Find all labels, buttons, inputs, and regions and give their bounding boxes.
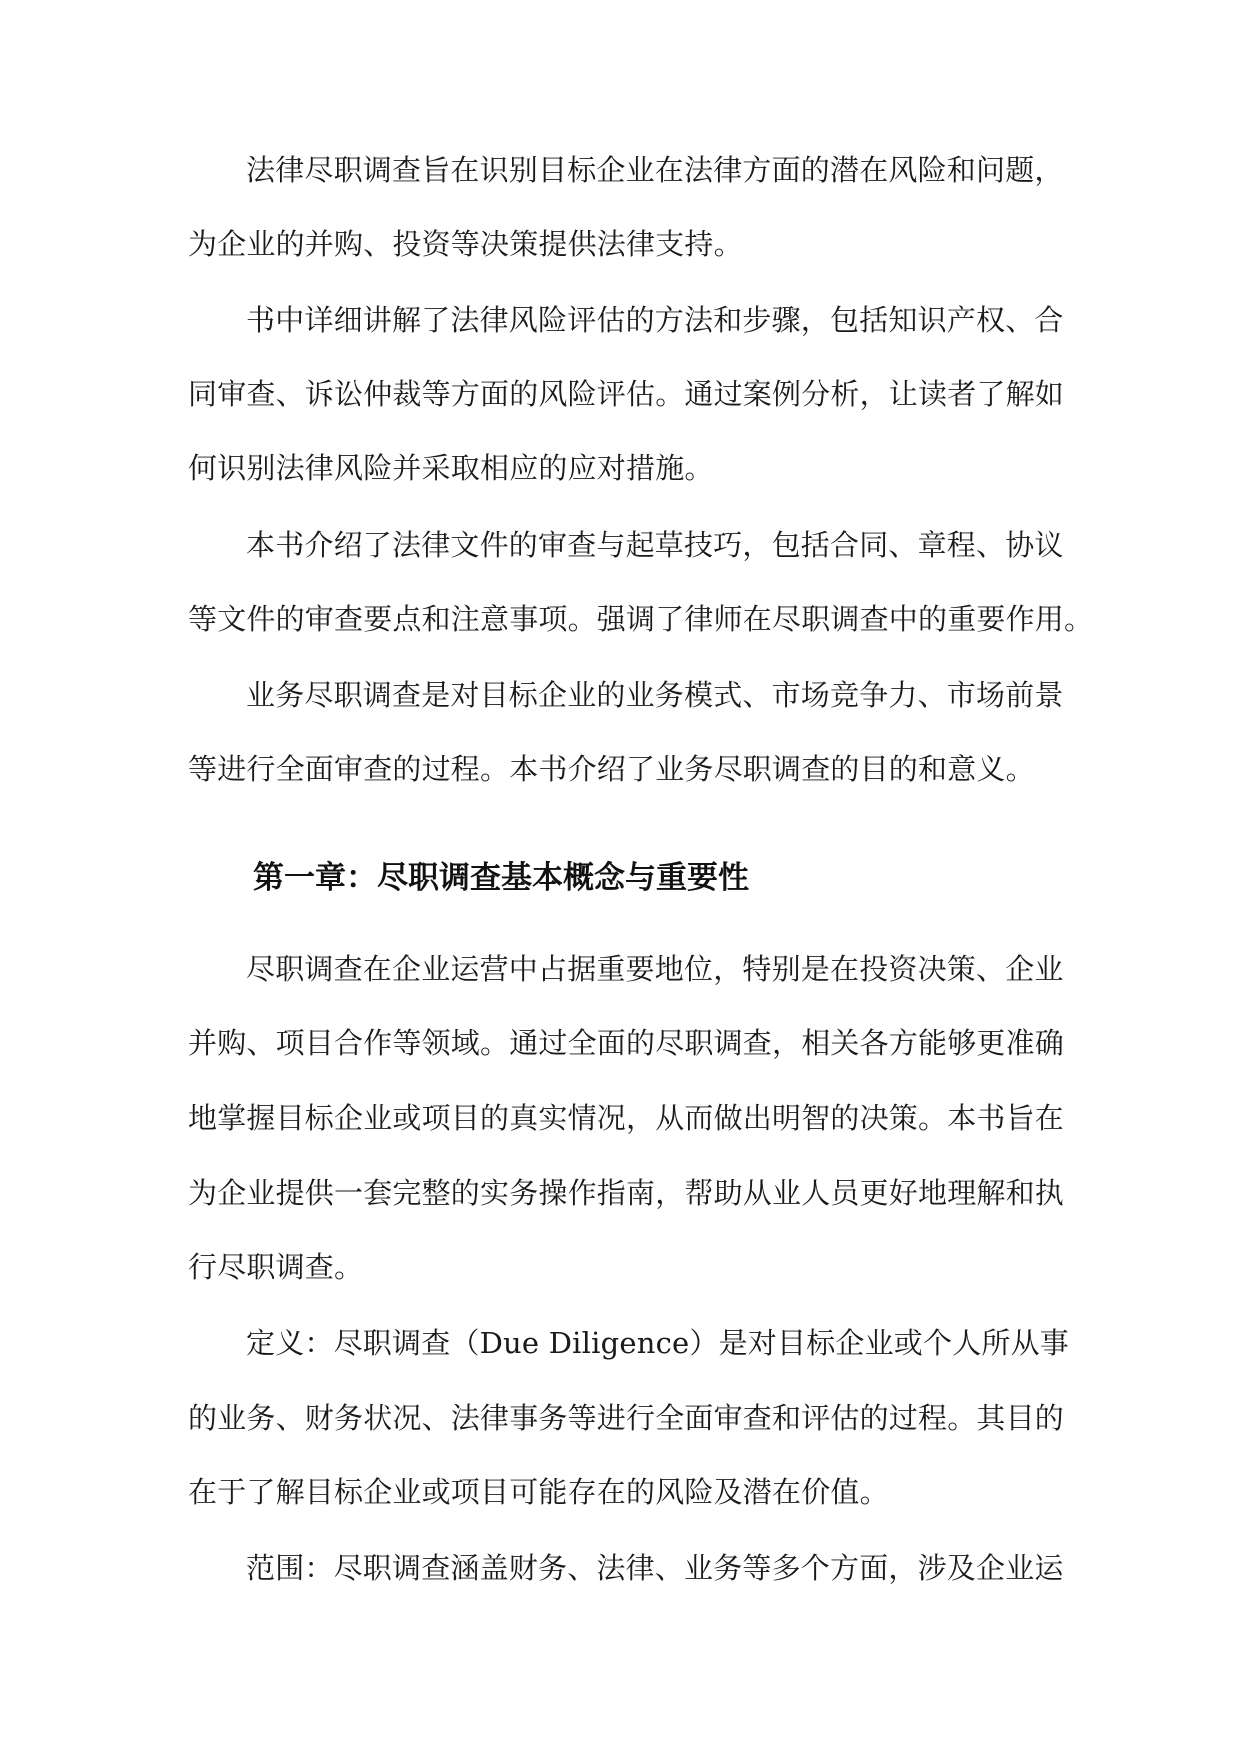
paragraph-line: 同审查、诉讼仲裁等方面的风险评估。通过案例分析，让读者了解如 [188, 377, 1065, 411]
paragraph-line: 为企业的并购、投资等决策提供法律支持。 [188, 227, 743, 261]
paragraph-line: 行尽职调查。 [188, 1250, 364, 1284]
paragraph-line: 等进行全面审查的过程。本书介绍了业务尽职调查的目的和意义。 [188, 752, 1035, 786]
paragraph-line: 的业务、财务状况、法律事务等进行全面审查和评估的过程。其目的 [188, 1401, 1065, 1435]
paragraph-line: 并购、项目合作等领域。通过全面的尽职调查，相关各方能够更准确 [188, 1026, 1065, 1060]
paragraph-line: 等文件的审查要点和注意事项。强调了律师在尽职调查中的重要作用。 [188, 602, 1094, 636]
paragraph-line: 地掌握目标企业或项目的真实情况，从而做出明智的决策。本书旨在 [188, 1101, 1065, 1135]
paragraph-line: 本书介绍了法律文件的审查与起草技巧，包括合同、章程、协议 [246, 528, 1064, 562]
paragraph-line: 业务尽职调查是对目标企业的业务模式、市场竞争力、市场前景 [246, 678, 1064, 712]
paragraph-line: 定义：尽职调查（Due Diligence）是对目标企业或个人所从事 [246, 1326, 1069, 1360]
paragraph-line: 书中详细讲解了法律风险评估的方法和步骤，包括知识产权、合 [246, 303, 1064, 337]
paragraph-line: 在于了解目标企业或项目可能存在的风险及潜在价值。 [188, 1475, 889, 1509]
paragraph-line: 为企业提供一套完整的实务操作指南，帮助从业人员更好地理解和执 [188, 1176, 1065, 1210]
paragraph-line: 法律尽职调查旨在识别目标企业在法律方面的潜在风险和问题， [246, 153, 1064, 187]
paragraph-line: 尽职调查在企业运营中占据重要地位，特别是在投资决策、企业 [246, 952, 1064, 986]
chapter-heading: 第一章：尽职调查基本概念与重要性 [253, 860, 749, 896]
paragraph-line: 何识别法律风险并采取相应的应对措施。 [188, 451, 714, 485]
paragraph-line: 范围：尽职调查涵盖财务、法律、业务等多个方面，涉及企业运 [246, 1551, 1064, 1585]
